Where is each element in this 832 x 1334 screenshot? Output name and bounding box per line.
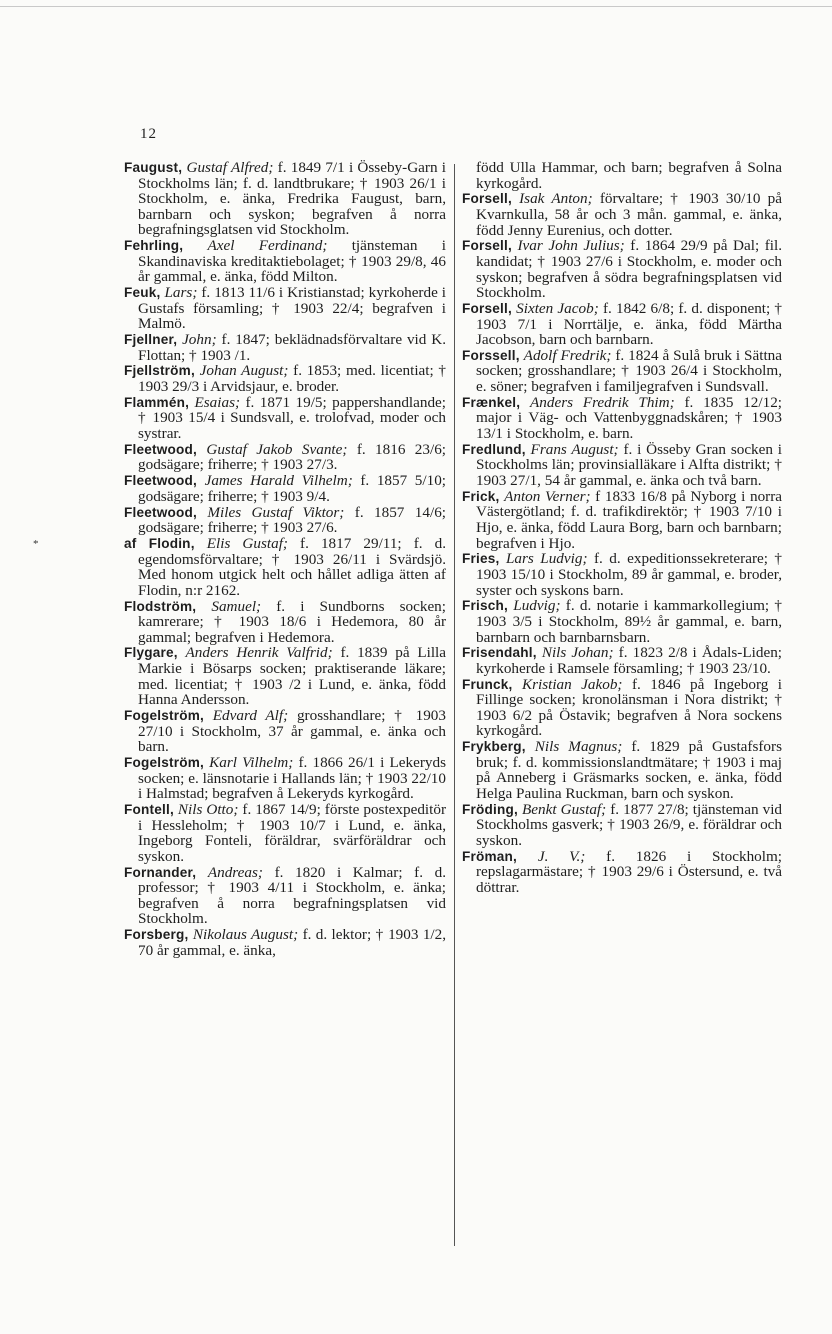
entry-text: f. 1864 29/9 på Dal; fil. kandidat; † 1903 27/6 i Stockholm, e. moder och syskon; begrafven å södra begrafningsplatsen vid Stockholm. bbox=[476, 237, 783, 302]
entry-surname: Fleetwood, bbox=[124, 504, 197, 520]
entry-surname: Flodström, bbox=[124, 598, 197, 614]
obituary-entry bbox=[124, 505, 446, 536]
entry-surname: Forsberg, bbox=[124, 927, 189, 943]
entry-given-names: Lars Ludvig; bbox=[505, 550, 588, 568]
entry-text: f. 1817 29/11; f. d. egendomsförvaltare; † 1903 26/11 i Svärdsjö. Med honom utgick helt och hållet adliga ätten af Flodin, n:r 2162. bbox=[138, 534, 446, 599]
entry-text: f. 1842 6/8; f. d. disponent; † 1903 7/1 i Norrtälje, e. änka, född Märtha Jacobson, barn och barnbarn. bbox=[476, 299, 783, 349]
obituary-entry bbox=[462, 442, 782, 489]
right-column bbox=[462, 160, 782, 896]
obituary-entry bbox=[124, 473, 446, 504]
entry-given-names: Nikolaus August; bbox=[192, 926, 299, 944]
obituary-entry bbox=[124, 599, 446, 646]
entry-text: f. 1839 på Lilla Markie i Bösarps socken; praktiserande läkare; med. licentiat; † 1903 /2 i Lund, e. änka, född Hanna Andersson. bbox=[138, 644, 447, 709]
obituary-entry bbox=[462, 395, 782, 442]
entry-surname: Forsell, bbox=[462, 300, 512, 316]
obituary-entry bbox=[124, 332, 446, 363]
entry-text: f. 1816 23/6; godsägare; friherre; † 1903 27/3. bbox=[138, 440, 447, 474]
obituary-entry bbox=[462, 348, 782, 395]
entry-surname: Faugust, bbox=[124, 160, 183, 175]
obituary-entry bbox=[124, 238, 446, 285]
entry-text: f. 1813 11/6 i Kristianstad; kyrkoherde i Gustafs församling; † 1903 22/4; begrafven i Malmö. bbox=[138, 284, 447, 333]
entry-text: förvaltare; † 1903 30/10 på Kvarnkulla, 58 år och 3 mån. gammal, e. änka, född Jenny Eurenius, och dotter. bbox=[476, 190, 783, 239]
entry-surname: Fogelström, bbox=[124, 708, 204, 724]
entry-surname: Forssell, bbox=[462, 347, 520, 363]
entry-given-names: Esaias; bbox=[194, 393, 241, 411]
entry-surname: Fredlund, bbox=[462, 441, 526, 457]
entry-given-names: Gustaf Alfred; bbox=[186, 159, 274, 176]
obituary-entry bbox=[462, 739, 782, 801]
entry-given-names: John; bbox=[182, 331, 217, 349]
obituary-entry bbox=[462, 489, 782, 551]
entry-given-names: James Harald Vilhelm; bbox=[204, 472, 353, 490]
entry-given-names: Karl Vilhelm; bbox=[209, 754, 294, 771]
entry-surname: Feuk, bbox=[124, 285, 161, 301]
entry-text: f. 1847; beklädnadsförvaltare vid K. Flottan; † 1903 /1. bbox=[138, 331, 446, 364]
entry-surname: Frænkel, bbox=[462, 394, 521, 410]
entry-text: tjänsteman i Skandinaviska kreditaktiebolaget; † 1903 29/8, 46 år gammal, e. änka, född Milton. bbox=[138, 237, 446, 286]
entry-surname: Fjellner, bbox=[124, 332, 178, 348]
entry-surname: Fleetwood, bbox=[124, 441, 197, 457]
entry-surname: Flammén, bbox=[124, 394, 190, 410]
obituary-entry bbox=[124, 536, 446, 598]
obituary-entry bbox=[124, 802, 446, 864]
entry-surname: Frick, bbox=[462, 488, 500, 504]
entry-surname: Fontell, bbox=[124, 801, 174, 817]
obituary-entry bbox=[124, 363, 446, 394]
entry-given-names: Nils Johan; bbox=[541, 644, 614, 662]
entry-text: f. 1829 på Gustafsfors bruk; f. d. kommissionslandtmätare; † 1903 i maj på Anneberg i Gräsmarks socken, e. änka, född Helga Paulina Ruckman, barn och syskon. bbox=[476, 738, 782, 802]
entry-text: f. 1871 19/5; pappershandlande; † 1903 15/4 i Sundsvall, e. trolofvad, moder och systrar. bbox=[138, 393, 447, 443]
entry-text: f. i Össeby Gran socken i Stockholms län; provinsialläkare i Alfta distrikt; † 1903 27/1, 54 år gammal, e. änka och två barn. bbox=[476, 440, 783, 489]
entry-text: f. 1857 5/10; godsägare; friherre; † 1903 9/4. bbox=[138, 472, 447, 505]
entry-text: f. d. lektor; † 1903 1/2, 70 år gammal, e. änka, bbox=[138, 926, 447, 959]
obituary-entry bbox=[124, 160, 446, 238]
entry-given-names: J. V.; bbox=[537, 847, 586, 865]
obituary-entry bbox=[462, 802, 782, 849]
entry-given-names: Isak Anton; bbox=[519, 190, 593, 208]
entry-surname: af Flodin, bbox=[124, 535, 195, 551]
obituary-entry bbox=[462, 191, 782, 238]
entry-text: f. d. notarie i kammarkollegium; † 1903 3/5 i Stockholm, 89½ år gammal, e. barn, barnbarn och barnbarnsbarn. bbox=[476, 597, 782, 646]
entry-text: f. 1835 12/12; major i Väg- och Vattenbyggnadskåren; † 1903 13/1 i Stockholm, e. barn. bbox=[476, 393, 783, 443]
entry-surname: Fehrling, bbox=[124, 238, 184, 254]
top-edge-rule bbox=[0, 6, 832, 7]
entry-given-names: Elis Gustaf; bbox=[206, 534, 288, 552]
entry-given-names: Adolf Fredrik; bbox=[523, 346, 612, 364]
entry-given-names: Frans August; bbox=[530, 440, 619, 458]
entry-text: f. 1857 14/6; godsägare; friherre; † 1903 27/6. bbox=[138, 503, 447, 537]
obituary-entry bbox=[124, 395, 446, 442]
obituary-entry bbox=[462, 551, 782, 598]
entry-text: f. 1867 14/9; förste postexpeditör i Hessleholm; † 1903 10/7 i Lund, e. änka, Ingeborg Fonteli, föräldrar, svärföräldrar och syskon. bbox=[138, 800, 447, 865]
marginal-mark: * bbox=[33, 538, 39, 550]
entry-given-names: Kristian Jakob; bbox=[521, 675, 623, 693]
entry-surname: Fröding, bbox=[462, 801, 518, 817]
entry-given-names: Benkt Gustaf; bbox=[522, 800, 607, 818]
entry-given-names: Anders Henrik Valfrid; bbox=[185, 644, 333, 662]
entry-surname: Fleetwood, bbox=[124, 473, 197, 489]
entry-given-names: Sixten Jacob; bbox=[516, 299, 599, 317]
obituary-entry bbox=[462, 598, 782, 645]
entry-continuation bbox=[462, 160, 782, 191]
entry-text: f. 1824 å Sulå bruk i Sättna socken; grosshandlare; † 1903 26/4 i Stockholm, e. söner; begrafven i familjegrafven i Sundsvall. bbox=[476, 346, 783, 396]
entry-given-names: Miles Gustaf Viktor; bbox=[207, 503, 345, 521]
entry-text: f. 1823 2/8 i Ådals-Liden; kyrkoherde i Ramsele församling; † 1903 23/10. bbox=[476, 644, 783, 677]
obituary-entry bbox=[462, 849, 782, 896]
entry-surname: Fjellström, bbox=[124, 363, 195, 379]
obituary-entry bbox=[124, 927, 446, 958]
entry-given-names: Anton Verner; bbox=[504, 487, 591, 505]
entry-given-names: Axel Ferdinand; bbox=[207, 237, 328, 255]
obituary-entry bbox=[124, 645, 446, 707]
entry-text: f. 1826 i Stockholm; repslagarmästare; † 1903 29/6 i Östersund, e. två döttrar. bbox=[476, 847, 783, 896]
entry-surname: Fries, bbox=[462, 551, 500, 567]
entry-text: f. d. expeditionssekreterare; † 1903 15/10 i Stockholm, 89 år gammal, e. broder, syster och syskons barn. bbox=[476, 550, 783, 599]
obituary-entry bbox=[124, 865, 446, 927]
entry-given-names: Ludvig; bbox=[513, 597, 561, 615]
page-number: 12 bbox=[140, 126, 157, 142]
left-column bbox=[124, 160, 446, 958]
entry-text: f. 1846 på Ingeborg i Fillinge socken; kronolänsman i Nora distrikt; † 1903 6/2 på Östavik; begrafven å Nora sockens kyrkogård. bbox=[476, 675, 783, 740]
entry-surname: Frunck, bbox=[462, 676, 513, 692]
entry-given-names: Nils Otto; bbox=[177, 800, 239, 818]
entry-surname: Fröman, bbox=[462, 848, 518, 864]
entry-given-names: Nils Magnus; bbox=[534, 738, 623, 756]
entry-surname: Fornander, bbox=[124, 864, 197, 880]
obituary-entry bbox=[124, 708, 446, 755]
entry-text: f. 1866 26/1 i Lekeryds socken; e. länsnotarie i Hallands län; † 1903 22/10 i Halmstad; begrafven å Lekeryds kyrkogård. bbox=[138, 754, 447, 803]
entry-surname: Flygare, bbox=[124, 645, 178, 661]
entry-surname: Forsell, bbox=[462, 191, 512, 207]
entry-given-names: Lars; bbox=[164, 284, 198, 302]
entry-given-names: Edvard Alf; bbox=[212, 707, 289, 725]
obituary-entry bbox=[124, 285, 446, 332]
obituary-entry bbox=[462, 645, 782, 676]
entry-given-names: Ivar John Julius; bbox=[517, 237, 625, 255]
obituary-entry bbox=[124, 755, 446, 802]
entry-text: född Ulla Hammar, och barn; begrafven å Solna kyrkogård. bbox=[476, 159, 782, 192]
obituary-entry bbox=[462, 238, 782, 300]
obituary-entry bbox=[124, 442, 446, 473]
entry-text: f. i Sundborns socken; kamrerare; † 1903 18/6 i Hedemora, 80 år gammal; begrafven i Hedemora. bbox=[138, 597, 446, 646]
obituary-entry bbox=[462, 677, 782, 739]
entry-surname: Fogelström, bbox=[124, 755, 204, 770]
entry-given-names: Andreas; bbox=[207, 863, 263, 881]
entry-given-names: Johan August; bbox=[199, 362, 289, 380]
entry-text: f. 1877 27/8; tjänsteman vid Stockholms gasverk; † 1903 26/9, e. föräldrar och syskon. bbox=[476, 800, 783, 849]
entry-given-names: Samuel; bbox=[211, 597, 262, 615]
entry-surname: Frisch, bbox=[462, 598, 508, 614]
column-divider bbox=[454, 164, 455, 1246]
entry-text: f. 1853; med. licentiat; † 1903 29/3 i Arvidsjaur, e. broder. bbox=[138, 362, 447, 396]
entry-text: grosshandlare; † 1903 27/10 i Stockholm, 37 år gammal, e. änka och barn. bbox=[138, 707, 446, 756]
entry-given-names: Gustaf Jakob Svante; bbox=[206, 440, 348, 458]
obituary-entry bbox=[462, 301, 782, 348]
entry-surname: Forsell, bbox=[462, 238, 512, 254]
entry-text: f. 1849 7/1 i Össeby-Garn i Stockholms län; f. d. landtbrukare; † 1903 26/1 i Stockholm, e. änka, Fredrika Faugust, barn, barnbarn och syskon; begrafven å norra begrafningsglatsen vid Stockholm. bbox=[138, 159, 447, 239]
entry-given-names: Anders Fredrik Thim; bbox=[530, 393, 675, 411]
entry-surname: Frisendahl, bbox=[462, 645, 537, 661]
entry-text: f 1833 16/8 på Nyborg i norra Västergötland; f. d. trafikdirektör; † 1903 7/10 i Hjo, e. änka, född Laura Borg, barn och barnbarn; begrafven i Hjo. bbox=[476, 487, 783, 552]
entry-surname: Frykberg, bbox=[462, 739, 526, 755]
entry-text: f. 1820 i Kalmar; f. d. professor; † 1903 4/11 i Stockholm, e. änka; begrafven å norra begrafningsplatsen vid Stockholm. bbox=[138, 863, 446, 928]
